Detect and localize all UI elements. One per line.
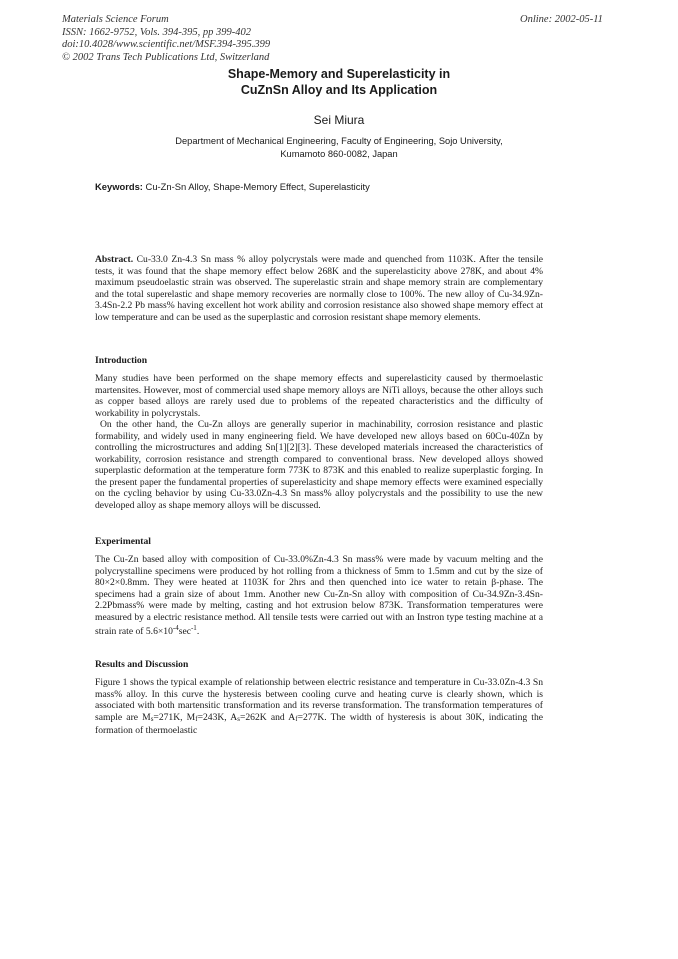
journal-header	[62, 14, 270, 64]
introduction-paragraph-1: Many studies have been performed on the shape memory effects and superelasticity caused by thermoelastic martensites. However, most of commercial used shape memory alloys are NiTi alloys, because the other alloys such as copper based alloys are rarely used due to problems of the repeated characteristics and the difficulty of workability in polycrystals.	[95, 373, 543, 419]
experimental-unit: sec	[178, 626, 191, 637]
affiliation-line-2: Kumamoto 860-0082, Japan	[280, 149, 398, 159]
subscript: f	[195, 714, 198, 723]
keywords-text: Cu-Zn-Sn Alloy, Shape-Memory Effect, Superelasticity	[145, 181, 370, 192]
results-text: Figure 1 shows the typical example of relationship between electric resistance and temperature in Cu-33.0Zn-4.3 Sn mass% alloy. In this curve the hysteresis between cooling curve and heating curve is clearly shown, which is associated with both martensitic transformation and its reverse transformation. The transformation temperatures of sample are M	[95, 677, 543, 723]
experimental-heading: Experimental	[95, 536, 151, 547]
title-line-2: CuZnSn Alloy and Its Application	[240, 83, 438, 97]
title-line-1: Shape-Memory and Superelasticity in	[227, 67, 451, 81]
results-text: =277K. The width of hysteresis is about 30K, indicating the formation of thermoelastic	[95, 711, 544, 736]
subscript: s	[150, 714, 154, 723]
author-name: Sei Miura	[313, 113, 365, 127]
affiliation	[0, 135, 678, 161]
introduction-heading: Introduction	[95, 355, 148, 366]
introduction-body	[95, 373, 543, 511]
results-text: =243K, A	[197, 711, 238, 723]
subscript: s	[237, 714, 240, 723]
experimental-text: The Cu-Zn based alloy with composition of Cu-33.0%Zn-4.3 Sn mass% were made by vacuum melting and the polycrystalline specimens were produced by hot rolling from a thickness of 5mm to 1.5mm and cut by the size of 80×2×0.8mm. They were heated at 1103K for 2hrs and then quenched into ice water to retain β-phase. The specimens had a grain size of about 1mm. Another new Cu-Zn-Sn alloy with composition of Cu-34.9Zn-3.4Sn-2.2Pbmass% were made by melting, casting and hot extrusion below 873K. Transformation temperatures were measured by a electric resistance method. All tensile tests were carried out with an Instron type testing machine at a strain rate of 5.6×10	[95, 554, 543, 637]
results-body	[95, 677, 543, 737]
subscript: f	[295, 714, 298, 723]
keywords	[95, 181, 615, 192]
experimental-body	[95, 554, 543, 638]
journal-name: Materials Science Forum	[62, 14, 169, 25]
affiliation-line-1: Department of Mechanical Engineering, Faculty of Engineering, Sojo University,	[175, 136, 503, 146]
issn-line: ISSN: 1662-9752, Vols. 394-395, pp 399-402	[62, 26, 251, 38]
copyright-line: © 2002 Trans Tech Publications Ltd, Switzerland	[62, 51, 270, 63]
exponent: -1	[190, 624, 197, 632]
results-heading: Results and Discussion	[95, 659, 189, 670]
results-text: =262K and A	[239, 711, 296, 723]
online-date: Online: 2002-05-11	[520, 14, 603, 25]
results-text: =271K, M	[153, 711, 196, 723]
abstract	[95, 254, 543, 323]
exponent: -4	[172, 624, 179, 632]
paper-title	[0, 66, 678, 98]
introduction-paragraph-2: On the other hand, the Cu-Zn alloys are generally superior in machinability, corrosion resistance and plastic formability, and widely used in many engineering field. We have developed new alloys based on 60Cu-40Zn by controlling the microstructures and adding Sn[1][2][3]. These developed materials increased the characteristics of workability, corrosion resistance and strength compared to conventional brass. New developed alloys showed superplastic deformation at the temperature form 773K to 873K and this enabled to realize superplastic forging. In the present paper the fundamental properties of superelasticity and shape memory effects were examined especially on the cycling behavior by using Cu-33.0Zn-4.3 Sn mass% alloy polycrystals and the possibility to use the new developed alloy as shape memory alloys will be discussed.	[95, 419, 543, 511]
experimental-end: .	[196, 626, 200, 637]
keywords-label: Keywords:	[95, 181, 143, 192]
abstract-text: Cu-33.0 Zn-4.3 Sn mass % alloy polycrystals were made and quenched from 1103K. After the tensile tests, it was found that the shape memory effect below 268K and the superelasticity above 278K, and about 4% maximum pseudoelastic strain was observed. The superelastic strain and shape memory strain are complementary and the total superelastic and shape memory recoveries are normally close to 100%. The new alloy of Cu-34.9Zn-3.4Sn-2.2 Pb mass% having excellent hot work ability and corrosion resistance also showed shape memory effect at low temperature and can be used as the superplastic and corrosion resistant shape memory elements.	[95, 254, 543, 323]
doi-line: doi:10.4028/www.scientific.net/MSF.394-395.399	[62, 39, 271, 50]
abstract-label: Abstract.	[95, 254, 134, 265]
